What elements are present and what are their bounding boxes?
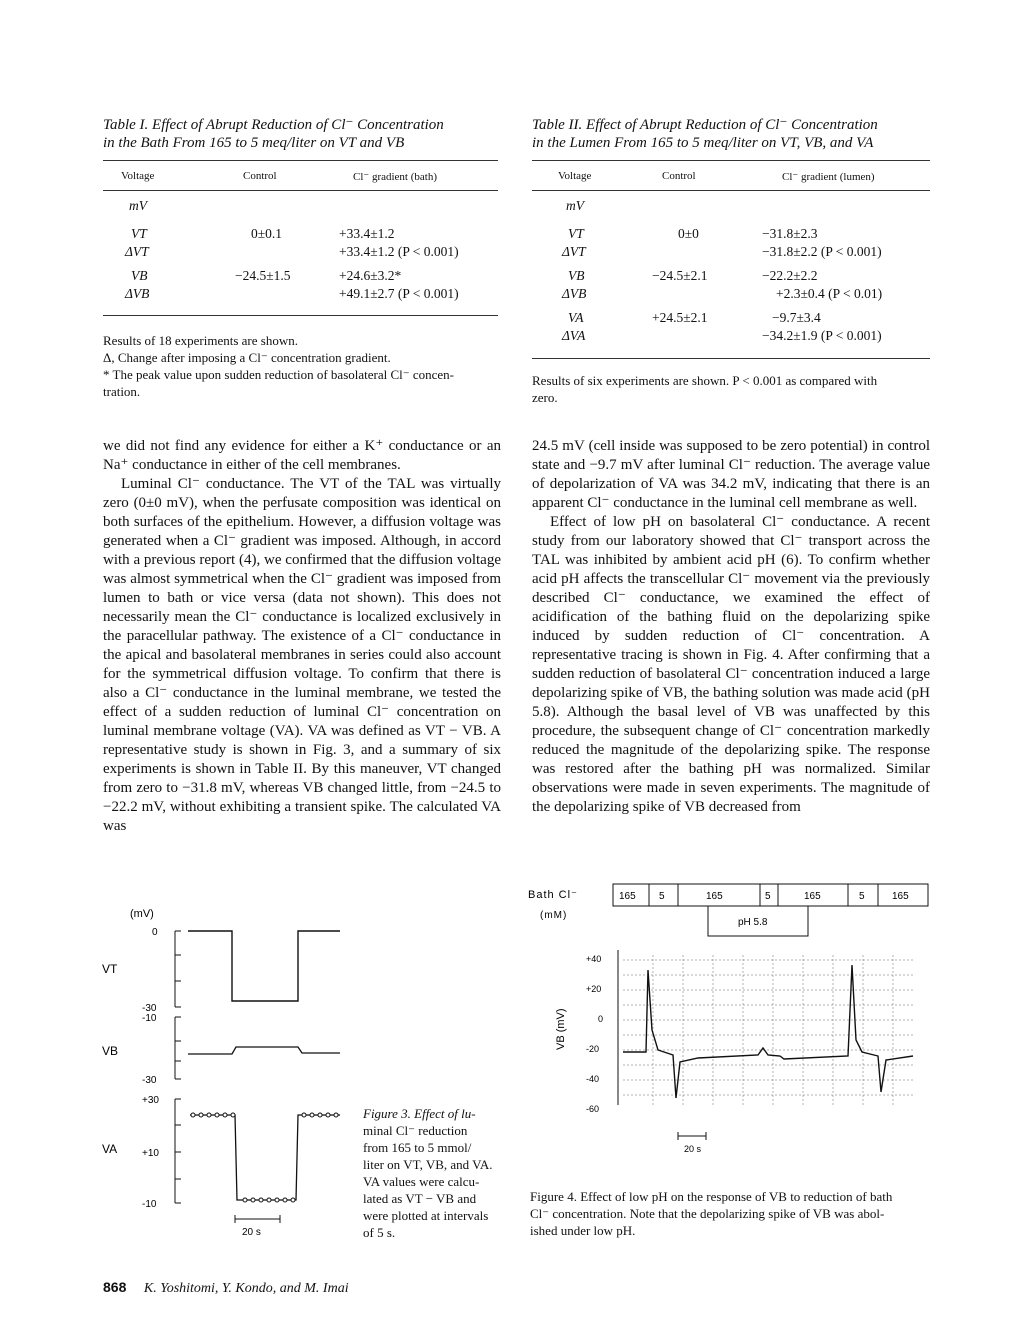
table-1: Table I. Effect of Abrupt Reduction of Cl⁻ Concentration in the Bath From 165 to 5 meq/liter on VT and VB Voltage Control Cl⁻ gradient (bath) mV VT 0±0.1 +33.4±1.2 ΔVT +33.4±1.2 (P < 0.001) VB −24.5±1.5 +24.6±3.2* ΔVB +49.1±2.7 (P < 0.001) Results of 18 experiments are shown. Δ, Change after imposing a Cl⁻ concentration gradient. * The peak value upon sudden reduction of basolateral Cl⁻ concen- tration. xyxy=(103,116,498,400)
table-2-caption: Table II. Effect of Abrupt Reduction of Cl⁻ Concentration in the Lumen From 165 to 5 meq/liter on VT, VB, and VA xyxy=(532,117,878,151)
fig3-va-trace xyxy=(190,1115,340,1200)
table-1-caption: Table I. Effect of Abrupt Reduction of Cl⁻ Concentration in the Bath From 165 to 5 meq/liter on VT and VB xyxy=(103,117,444,151)
page-number: 868 xyxy=(103,1279,127,1295)
paragraph: 24.5 mV (cell inside was supposed to be zero potential) in control state and −9.7 mV after luminal Cl⁻ reduction. The average value of depolarization of VA was 34.2 mV, indicating that there is an apparent Cl⁻ conductance in the luminal cell membrane as well. xyxy=(532,438,930,511)
bath-segment: 5 xyxy=(659,891,665,902)
fig4-bath-label: Bath Cl⁻ xyxy=(528,889,578,901)
figure-3-caption: Figure 3. Effect of lu- minal Cl⁻ reduction from 165 to 5 mmol/ liter on VT, VB, and VA. VA values were calcu- lated as VT − VB and were plotted at intervals of 5 s. xyxy=(363,1106,493,1240)
figure-3 xyxy=(90,895,510,1245)
figure-4-caption: Figure 4. Effect of low pH on the response of VB to reduction of bath Cl⁻ concentration. Note that the depolarizing spike of VB was abol- ished under low pH. xyxy=(530,1189,893,1238)
table-2-notes: Results of six experiments are shown. P < 0.001 as compared with zero. xyxy=(532,373,878,405)
svg-text:-40: -40 xyxy=(586,1074,600,1084)
paragraph: Effect of low pH on basolateral Cl⁻ conductance. A recent study from our laboratory showed that Cl⁻ transport across the TAL was inhibited by ambient acid pH (6). To confirm whether acid pH affects the transcellular Cl⁻ movement via the previously described Cl⁻ conductance, we examined the effect of acidification of the bathing fluid on the depolarizing spike induced by sudden reduction of Cl⁻ concentration. A representative tracing is shown in Fig. 4. After confirming that a sudden reduction of basolateral Cl⁻ concentration induced a large depolarizing spike of VB, the bathing solution was made acid (pH 5.8). Although the basal level of VB was unaffected by this procedure, the subsequent change of Cl⁻ concentration markedly reduced the magnitude of the depolarizing spike. The response was restored after the bathing pH was normalized. Similar observations were made in seven experiments. The magnitude of the depolarizing spike of VB decreased from xyxy=(532,514,930,815)
fig4-grid xyxy=(623,955,913,1105)
paragraph: we did not find any evidence for either a K⁺ conductance or an Na⁺ conductance in either of the cell membranes. xyxy=(103,438,501,473)
fig3-va-axis xyxy=(102,1095,181,1210)
page-footer xyxy=(103,1279,349,1297)
footer-authors: K. Yoshitomi, Y. Kondo, and M. Imai xyxy=(143,1281,349,1296)
svg-text:-60: -60 xyxy=(586,1104,600,1114)
fig3-unit: (mV) xyxy=(130,908,154,920)
svg-text:VA: VA xyxy=(102,1142,118,1156)
figure-4-plot xyxy=(528,880,938,1190)
fig3-va-points xyxy=(191,1113,338,1202)
table-1-notes: Results of 18 experiments are shown. Δ, Change after imposing a Cl⁻ concentration gradient. * The peak value upon sudden reduction of basolateral Cl⁻ concen- tration. xyxy=(103,333,455,399)
svg-text:-30: -30 xyxy=(142,1075,157,1086)
svg-text:-10: -10 xyxy=(142,1199,157,1210)
svg-text:0: 0 xyxy=(598,1014,604,1024)
bath-segment: 165 xyxy=(804,891,821,902)
svg-text:+30: +30 xyxy=(142,1095,159,1106)
paragraph: Luminal Cl⁻ conductance. The VT of the TAL was virtually zero (0±0 mV), when the perfusate composition was identical on both surfaces of the epithelium. However, a diffusion voltage was generated when a Cl⁻ gradient was imposed. Although, in accord with a previous report (4), we confirmed that the diffusion voltage was almost symmetrical when the Cl⁻ gradient was imposed from lumen to bath or vice versa (data not shown). This does not necessarily mean the Cl⁻ conductance is localized exclusively in the paracellular pathway. The existence of a Cl⁻ conductance in the apical and basolateral membranes in series could also account for the symmetrical diffusion voltage. To confirm that there is also a Cl⁻ conductance in the luminal membrane, we tested the effect of a sudden reduction of luminal Cl⁻ concentration on luminal membrane voltage (VA). VA was defined as VT − VB. A representative study is shown in Fig. 3, and a summary of six experiments is shown in Table II. By this maneuver, VT changed from zero to −31.8 mV, whereas VB changed little, from −24.5 to −22.2 mV, without exhibiting a transient spike. The calculated VA was xyxy=(103,476,501,834)
fig4-vb-trace xyxy=(623,965,913,1098)
fig4-bath-segments xyxy=(613,884,928,936)
fig3-vb-axis xyxy=(102,1013,181,1086)
bath-segment: 165 xyxy=(619,891,636,902)
bath-segment: 165 xyxy=(706,891,723,902)
fig4-y-ticks xyxy=(586,954,603,1114)
svg-text:+10: +10 xyxy=(142,1148,159,1159)
svg-text:+40: +40 xyxy=(586,954,602,964)
svg-text:-30: -30 xyxy=(142,1003,157,1014)
svg-text:VT: VT xyxy=(102,962,118,976)
svg-text:(mM): (mM) xyxy=(540,910,568,921)
fig3-vt-axis xyxy=(102,927,181,1014)
svg-text:-20: -20 xyxy=(586,1044,600,1054)
svg-text:+20: +20 xyxy=(586,984,602,994)
fig3-vt-trace xyxy=(188,931,340,1001)
svg-text:20 s: 20 s xyxy=(242,1227,261,1238)
svg-text:20 s: 20 s xyxy=(684,1144,702,1154)
svg-text:VB: VB xyxy=(102,1044,119,1058)
table-2: Table II. Effect of Abrupt Reduction of Cl⁻ Concentration in the Lumen From 165 to 5 meq/liter on VT, VB, and VA Voltage Control Cl⁻ gradient (lumen) mV VT 0±0 −31.8±2.3 ΔVT −31.8±2.2 (P < 0.001) VB −24.5±2.1 −22.2±2.2 ΔVB +2.3±0.4 (P < 0.01) VA +24.5±2.1 −9.7±3.4 ΔVA −34.2±1.9 (P < 0.001) Results of six experiments are shown. P < 0.001 as compared with zero. xyxy=(532,116,930,406)
bath-segment: 5 xyxy=(859,891,865,902)
figure-4 xyxy=(528,880,938,1240)
svg-text:-10: -10 xyxy=(142,1013,157,1024)
bath-segment: 5 xyxy=(765,891,771,902)
svg-text:pH 5.8: pH 5.8 xyxy=(738,917,768,928)
right-column-text xyxy=(532,437,930,817)
svg-text:0: 0 xyxy=(152,927,158,938)
left-column-text xyxy=(103,437,501,836)
bath-segment: 165 xyxy=(892,891,909,902)
fig3-vb-trace xyxy=(188,1047,340,1054)
fig4-y-label: VB (mV) xyxy=(555,1008,567,1050)
